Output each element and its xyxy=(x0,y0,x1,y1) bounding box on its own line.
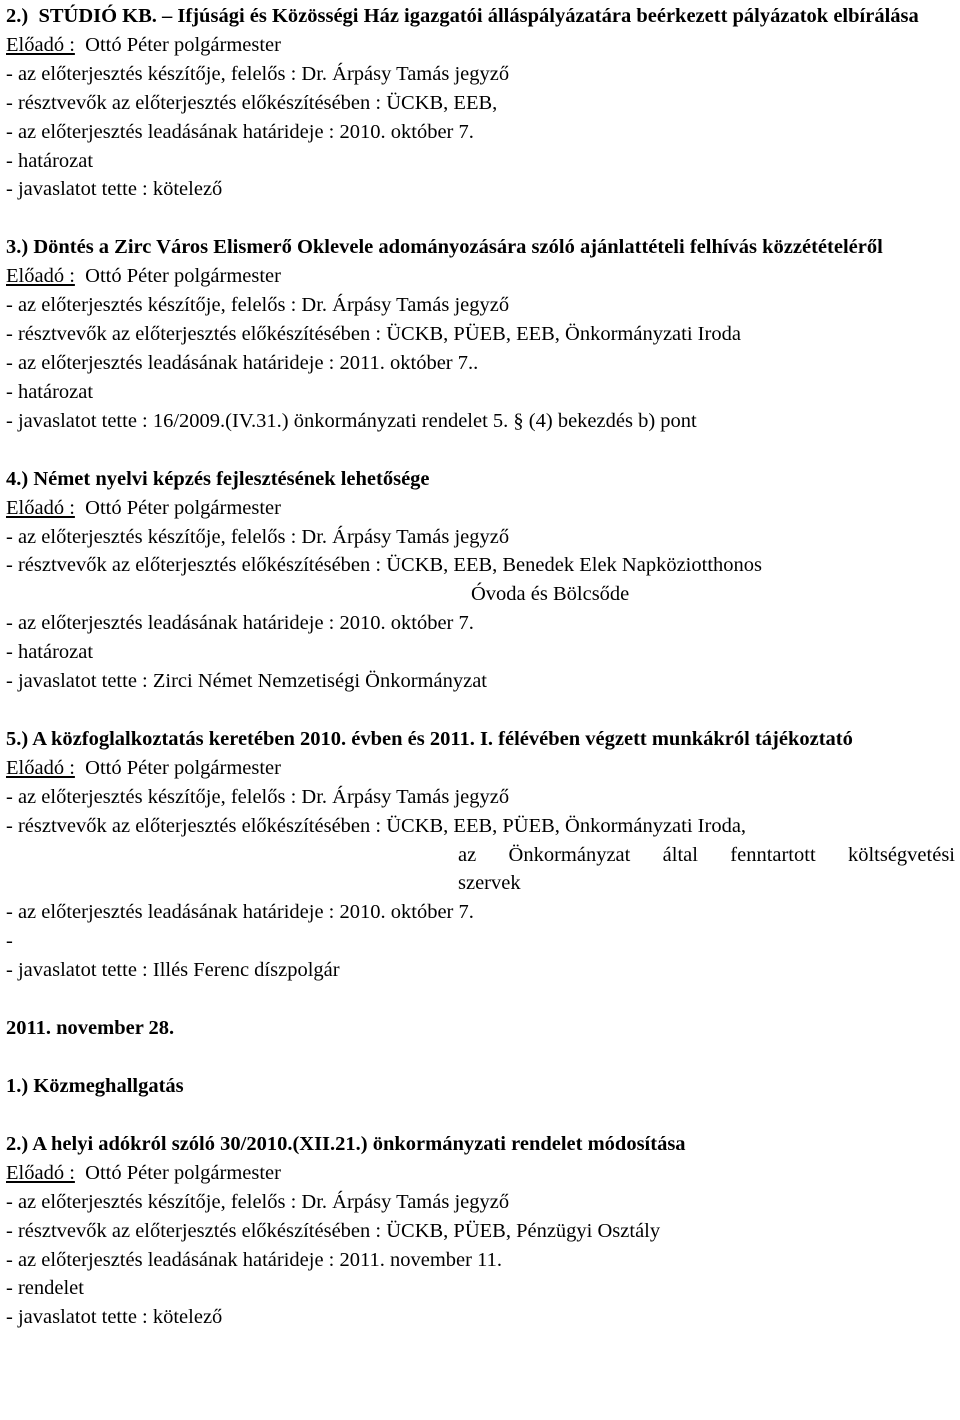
preparer-line: - az előterjesztés készítője, felelős : Dr. Árpásy Tamás jegyző xyxy=(6,62,510,85)
item-title-text: A közfoglalkoztatás keretében 2010. évben és 2011. I. félévében végzett munkákról tájékoztató xyxy=(32,727,853,750)
item-number: 3.) xyxy=(6,236,29,259)
presenter-line xyxy=(6,262,960,291)
item-number: 5.) xyxy=(6,727,29,750)
presenter-line xyxy=(6,494,960,523)
participants-line: - résztvevők az előterjesztés előkészítésében : ÜCKB, EEB, xyxy=(6,91,498,114)
presenter-name: Ottó Péter polgármester xyxy=(85,756,281,779)
decision-type-line: - határozat xyxy=(6,380,94,403)
decision-type-line: - határozat xyxy=(6,641,94,664)
participants-line: - résztvevők az előterjesztés előkészítésében : ÜCKB, PÜEB, EEB, Önkormányzati Iroda xyxy=(6,323,741,346)
deadline-line: - az előterjesztés leadásának határideje : 2011. november 11. xyxy=(6,1248,502,1271)
presenter-line xyxy=(6,1159,960,1188)
agenda-item-5 xyxy=(6,725,960,985)
item-title-text: Döntés a Zirc Város Elismerő Oklevele adományozására szóló ajánlattételi felhívás közzétételéről xyxy=(33,236,883,259)
proposer-line: - javaslatot tette : kötelező xyxy=(6,1306,223,1329)
decision-type-line: - határozat xyxy=(6,149,94,172)
deadline-line: - az előterjesztés leadásának határideje : 2011. október 7.. xyxy=(6,351,479,374)
deadline-line: - az előterjesztés leadásának határideje : 2010. október 7. xyxy=(6,901,474,924)
agenda-item-title xyxy=(6,465,960,494)
agenda-item-title xyxy=(6,233,960,262)
proposer-line: - javaslatot tette : kötelező xyxy=(6,178,223,201)
agenda-item-3 xyxy=(6,233,960,435)
presenter-name: Ottó Péter polgármester xyxy=(85,1161,281,1184)
agenda-item-public-hearing: 1.) Közmeghallgatás xyxy=(6,1075,184,1097)
participants-line: - résztvevők az előterjesztés előkészítésében : ÜCKB, PÜEB, Pénzügyi Osztály xyxy=(6,1219,661,1242)
proposer-line: - javaslatot tette : Zirci Német Nemzetiségi Önkormányzat xyxy=(6,670,487,693)
deadline-line: - az előterjesztés leadásának határideje : 2010. október 7. xyxy=(6,612,474,635)
participants-continuation-text: az Önkormányzat által fenntartott költségvetési xyxy=(458,843,955,866)
participants-line: - résztvevők az előterjesztés előkészítésében : ÜCKB, EEB, Benedek Elek Napköziotthonos xyxy=(6,554,762,577)
presenter-label: Előadó : xyxy=(6,756,75,779)
preparer-line: - az előterjesztés készítője, felelős : Dr. Árpásy Tamás jegyző xyxy=(6,294,510,317)
agenda-item-tax-regulation xyxy=(6,1130,960,1332)
participants-continuation: Óvoda és Bölcsőde xyxy=(471,583,630,606)
presenter-name: Ottó Péter polgármester xyxy=(85,496,281,519)
decision-type-line: - rendelet xyxy=(6,1277,84,1300)
agenda-item-2 xyxy=(6,2,960,204)
item-title-text: Német nyelvi képzés fejlesztésének lehetősége xyxy=(33,467,430,490)
item-number: 2.) xyxy=(6,5,29,27)
participants-line: - résztvevők az előterjesztés előkészítésében : ÜCKB, EEB, PÜEB, Önkormányzati Iroda, xyxy=(6,814,747,837)
presenter-label: Előadó : xyxy=(6,33,75,56)
decision-type-line: - xyxy=(6,930,13,953)
presenter-line xyxy=(6,754,960,783)
agenda-item-4 xyxy=(6,465,960,696)
date-heading: 2011. november 28. xyxy=(6,1017,175,1040)
presenter-line xyxy=(6,31,960,60)
preparer-line: - az előterjesztés készítője, felelős : Dr. Árpásy Tamás jegyző xyxy=(6,1190,510,1213)
item-title-text: STÚDIÓ KB. – Ifjúsági és Közösségi Ház igazgatói álláspályázatára beérkezett pályázatok elbírálása xyxy=(38,5,919,27)
agenda-item-title xyxy=(6,725,960,754)
preparer-line: - az előterjesztés készítője, felelős : Dr. Árpásy Tamás jegyző xyxy=(6,525,510,548)
item-number: 4.) xyxy=(6,467,29,490)
preparer-line: - az előterjesztés készítője, felelős : Dr. Árpásy Tamás jegyző xyxy=(6,785,510,808)
participants-continuation xyxy=(6,841,960,870)
presenter-label: Előadó : xyxy=(6,1161,75,1184)
participants-continuation-2: szervek xyxy=(458,872,521,895)
presenter-label: Előadó : xyxy=(6,265,75,288)
agenda-item-title: 2.) A helyi adókról szóló 30/2010.(XII.21.) önkormányzati rendelet módosítása xyxy=(6,1132,686,1155)
agenda-item-title xyxy=(6,2,960,31)
presenter-name: Ottó Péter polgármester xyxy=(85,265,281,288)
presenter-name: Ottó Péter polgármester xyxy=(85,33,281,56)
presenter-label: Előadó : xyxy=(6,496,75,519)
proposer-line: - javaslatot tette : 16/2009.(IV.31.) önkormányzati rendelet 5. § (4) bekezdés b) pont xyxy=(6,409,697,432)
deadline-line: - az előterjesztés leadásának határideje : 2010. október 7. xyxy=(6,120,474,143)
proposer-line: - javaslatot tette : Illés Ferenc díszpolgár xyxy=(6,959,340,982)
